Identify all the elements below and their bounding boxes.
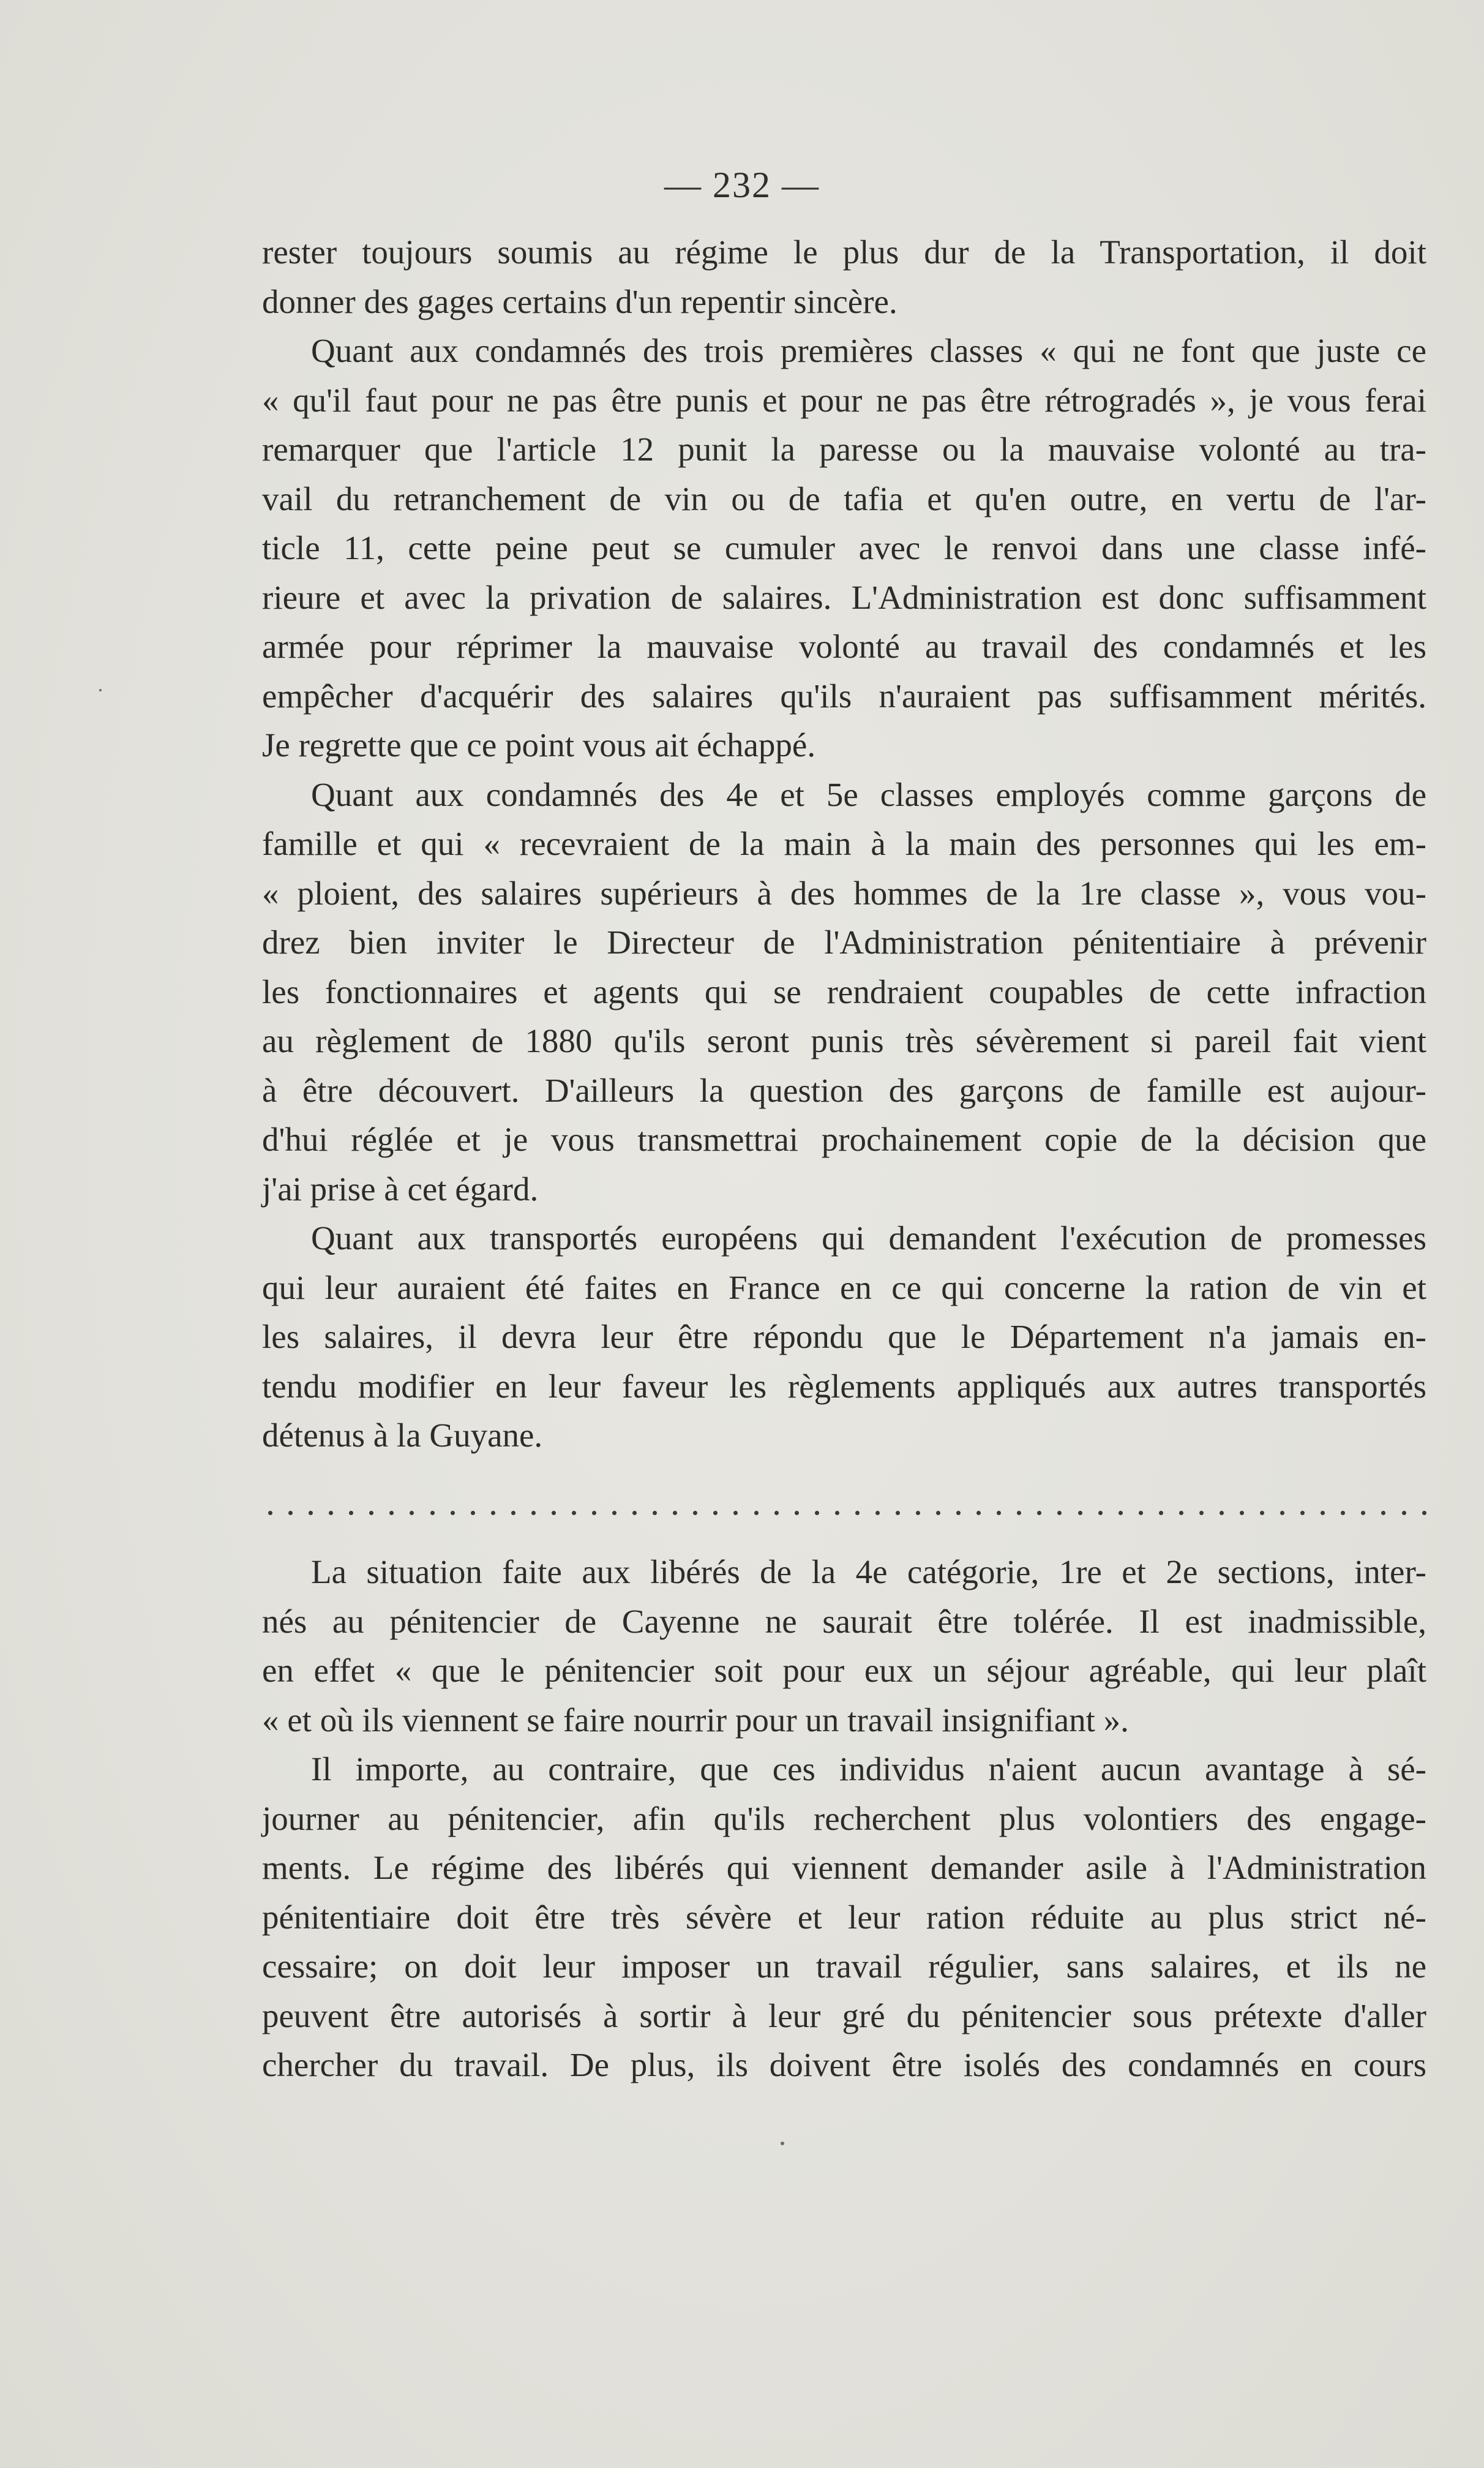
text-line: tendu modifier en leur faveur les règlements appliqués aux autres transportés — [262, 1367, 1426, 1405]
separator-dot — [795, 1511, 799, 1515]
separator-dot — [329, 1511, 333, 1515]
text-line: empêcher d'acquérir des salaires qu'ils n'auraient pas suffisamment mérités. — [262, 677, 1426, 715]
text-line: Je regrette que ce point vous ait échappé. — [262, 726, 816, 764]
separator-dot — [349, 1511, 353, 1515]
separator-dot — [1057, 1511, 1062, 1515]
text-line: j'ai prise à cet égard. — [262, 1170, 539, 1208]
ink-speck — [781, 2142, 784, 2145]
separator-dot — [632, 1511, 637, 1515]
separator-dot — [835, 1511, 839, 1515]
separator-dot — [693, 1511, 697, 1515]
separator-dot — [1119, 1511, 1123, 1515]
separator-dot — [268, 1511, 272, 1515]
separator-dot — [1361, 1511, 1365, 1515]
text-line: rester toujours soumis au régime le plus dur de la Transportation, il doit — [262, 233, 1426, 271]
separator-dot — [451, 1511, 455, 1515]
separator-dot — [612, 1511, 616, 1515]
separator-dot — [1037, 1511, 1041, 1515]
text-line: en effet « que le pénitencier soit pour eux un séjour agréable, qui leur plaît — [262, 1652, 1426, 1689]
text-line: d'hui réglée et je vous transmettrai prochainement copie de la décision que — [262, 1121, 1426, 1158]
separator-dot — [1017, 1511, 1021, 1515]
text-line: famille et qui « recevraient de la main à la main des personnes qui les em- — [262, 825, 1426, 862]
text-line: Quant aux transportés européens qui demandent l'exécution de promesses — [311, 1219, 1426, 1257]
separator-dot — [733, 1511, 738, 1515]
separator-dot — [1280, 1511, 1284, 1515]
separator-dot — [754, 1511, 759, 1515]
separator-dot — [956, 1511, 961, 1515]
separator-dot — [1422, 1511, 1426, 1515]
text-block-lower — [262, 1548, 1426, 2090]
page-number: — 232 — — [664, 165, 820, 205]
separator-dot — [1381, 1511, 1385, 1515]
separator-dot — [572, 1511, 576, 1515]
separator-dot — [1321, 1511, 1325, 1515]
separator-dot — [936, 1511, 940, 1515]
separator-dot — [774, 1511, 779, 1515]
text-block-upper — [262, 228, 1426, 1461]
text-line: « ploient, des salaires supérieurs à des hommes de la 1re classe », vous vou- — [262, 874, 1426, 912]
text-line: Quant aux condamnés des 4e et 5e classes employés comme garçons de — [311, 775, 1426, 813]
text-line: La situation faite aux libérés de la 4e catégorie, 1re et 2e sections, inter- — [311, 1553, 1426, 1590]
separator-dot — [1402, 1511, 1406, 1515]
text-line: « qu'il faut pour ne pas être punis et pour ne pas être rétrogradés », je vous ferai — [262, 381, 1426, 419]
separator-dot — [471, 1511, 475, 1515]
text-line: ticle 11, cette peine peut se cumuler avec le renvoi dans une classe infé- — [262, 529, 1426, 566]
text-line: à être découvert. D'ailleurs la question des garçons de famille est aujour- — [262, 1071, 1426, 1109]
separator-dot — [916, 1511, 920, 1515]
text-line: remarquer que l'article 12 punit la paresse ou la mauvaise volonté au tra- — [262, 431, 1426, 468]
separator-dot — [309, 1511, 313, 1515]
separator-dot — [976, 1511, 981, 1515]
dotted-separator — [268, 1507, 1426, 1519]
separator-dot — [1240, 1511, 1244, 1515]
text-line: donner des gages certains d'un repentir sincère. — [262, 282, 898, 320]
separator-dot — [1078, 1511, 1082, 1515]
separator-dot — [430, 1511, 435, 1515]
separator-dot — [288, 1511, 293, 1515]
separator-dot — [410, 1511, 414, 1515]
separator-dot — [369, 1511, 373, 1515]
separator-dot — [491, 1511, 495, 1515]
separator-dot — [531, 1511, 536, 1515]
text-line: peuvent être autorisés à sortir à leur gré du pénitencier sous prétexte d'aller — [262, 1996, 1426, 2034]
text-line: chercher du travail. De plus, ils doivent être isolés des condamnés en cours — [262, 2046, 1426, 2083]
separator-dot — [997, 1511, 1001, 1515]
ink-speck — [99, 689, 102, 691]
text-line: vail du retranchement de vin ou de tafia et qu'en outre, en vertu de l'ar- — [262, 480, 1426, 517]
separator-dot — [1139, 1511, 1143, 1515]
text-line: les fonctionnaires et agents qui se rendraient coupables de cette infraction — [262, 973, 1426, 1010]
text-line: au règlement de 1880 qu'ils seront punis très sévèrement si pareil fait vient — [262, 1022, 1426, 1059]
text-line: pénitentiaire doit être très sévère et leur ration réduite au plus strict né- — [262, 1898, 1426, 1936]
separator-dot — [1300, 1511, 1305, 1515]
separator-dot — [653, 1511, 657, 1515]
separator-dot — [1199, 1511, 1204, 1515]
text-line: journer au pénitencier, afin qu'ils recherchent plus volontiers des engage- — [262, 1799, 1426, 1837]
text-line: qui leur auraient été faites en France en ce qui concerne la ration de vin et — [262, 1268, 1426, 1306]
text-line: cessaire; on doit leur imposer un travail régulier, sans salaires, et ils ne — [262, 1947, 1426, 1985]
separator-dot — [1159, 1511, 1163, 1515]
text-line: Quant aux condamnés des trois premières classes « qui ne font que juste ce — [311, 332, 1426, 369]
separator-dot — [673, 1511, 677, 1515]
text-line: armée pour réprimer la mauvaise volonté au travail des condamnés et les — [262, 628, 1426, 665]
text-line: ments. Le régime des libérés qui viennent demander asile à l'Administration — [262, 1849, 1426, 1886]
separator-dot — [511, 1511, 515, 1515]
text-line: rieure et avec la privation de salaires. L'Administration est donc suffisamment — [262, 578, 1426, 616]
separator-dot — [875, 1511, 880, 1515]
text-line: les salaires, il devra leur être répondu que le Département n'a jamais en- — [262, 1318, 1426, 1355]
text-line: détenus à la Guyane. — [262, 1416, 543, 1454]
separator-dot — [552, 1511, 556, 1515]
text-line: « et où ils viennent se faire nourrir pour un travail insignifiant ». — [262, 1701, 1129, 1739]
text-line: drez bien inviter le Directeur de l'Administration pénitentiaire à prévenir — [262, 924, 1426, 961]
separator-dot — [1179, 1511, 1183, 1515]
separator-dot — [855, 1511, 860, 1515]
text-line: nés au pénitencier de Cayenne ne saurait être tolérée. Il est inadmissible, — [262, 1602, 1426, 1640]
text-line: Il importe, au contraire, que ces individus n'aient aucun avantage à sé- — [311, 1750, 1426, 1788]
separator-dot — [1220, 1511, 1224, 1515]
separator-dot — [815, 1511, 819, 1515]
separator-dot — [1098, 1511, 1103, 1515]
separator-dot — [1260, 1511, 1264, 1515]
separator-dot — [389, 1511, 394, 1515]
separator-dot — [592, 1511, 596, 1515]
separator-dot — [713, 1511, 718, 1515]
separator-dot — [1341, 1511, 1345, 1515]
separator-dot — [896, 1511, 900, 1515]
